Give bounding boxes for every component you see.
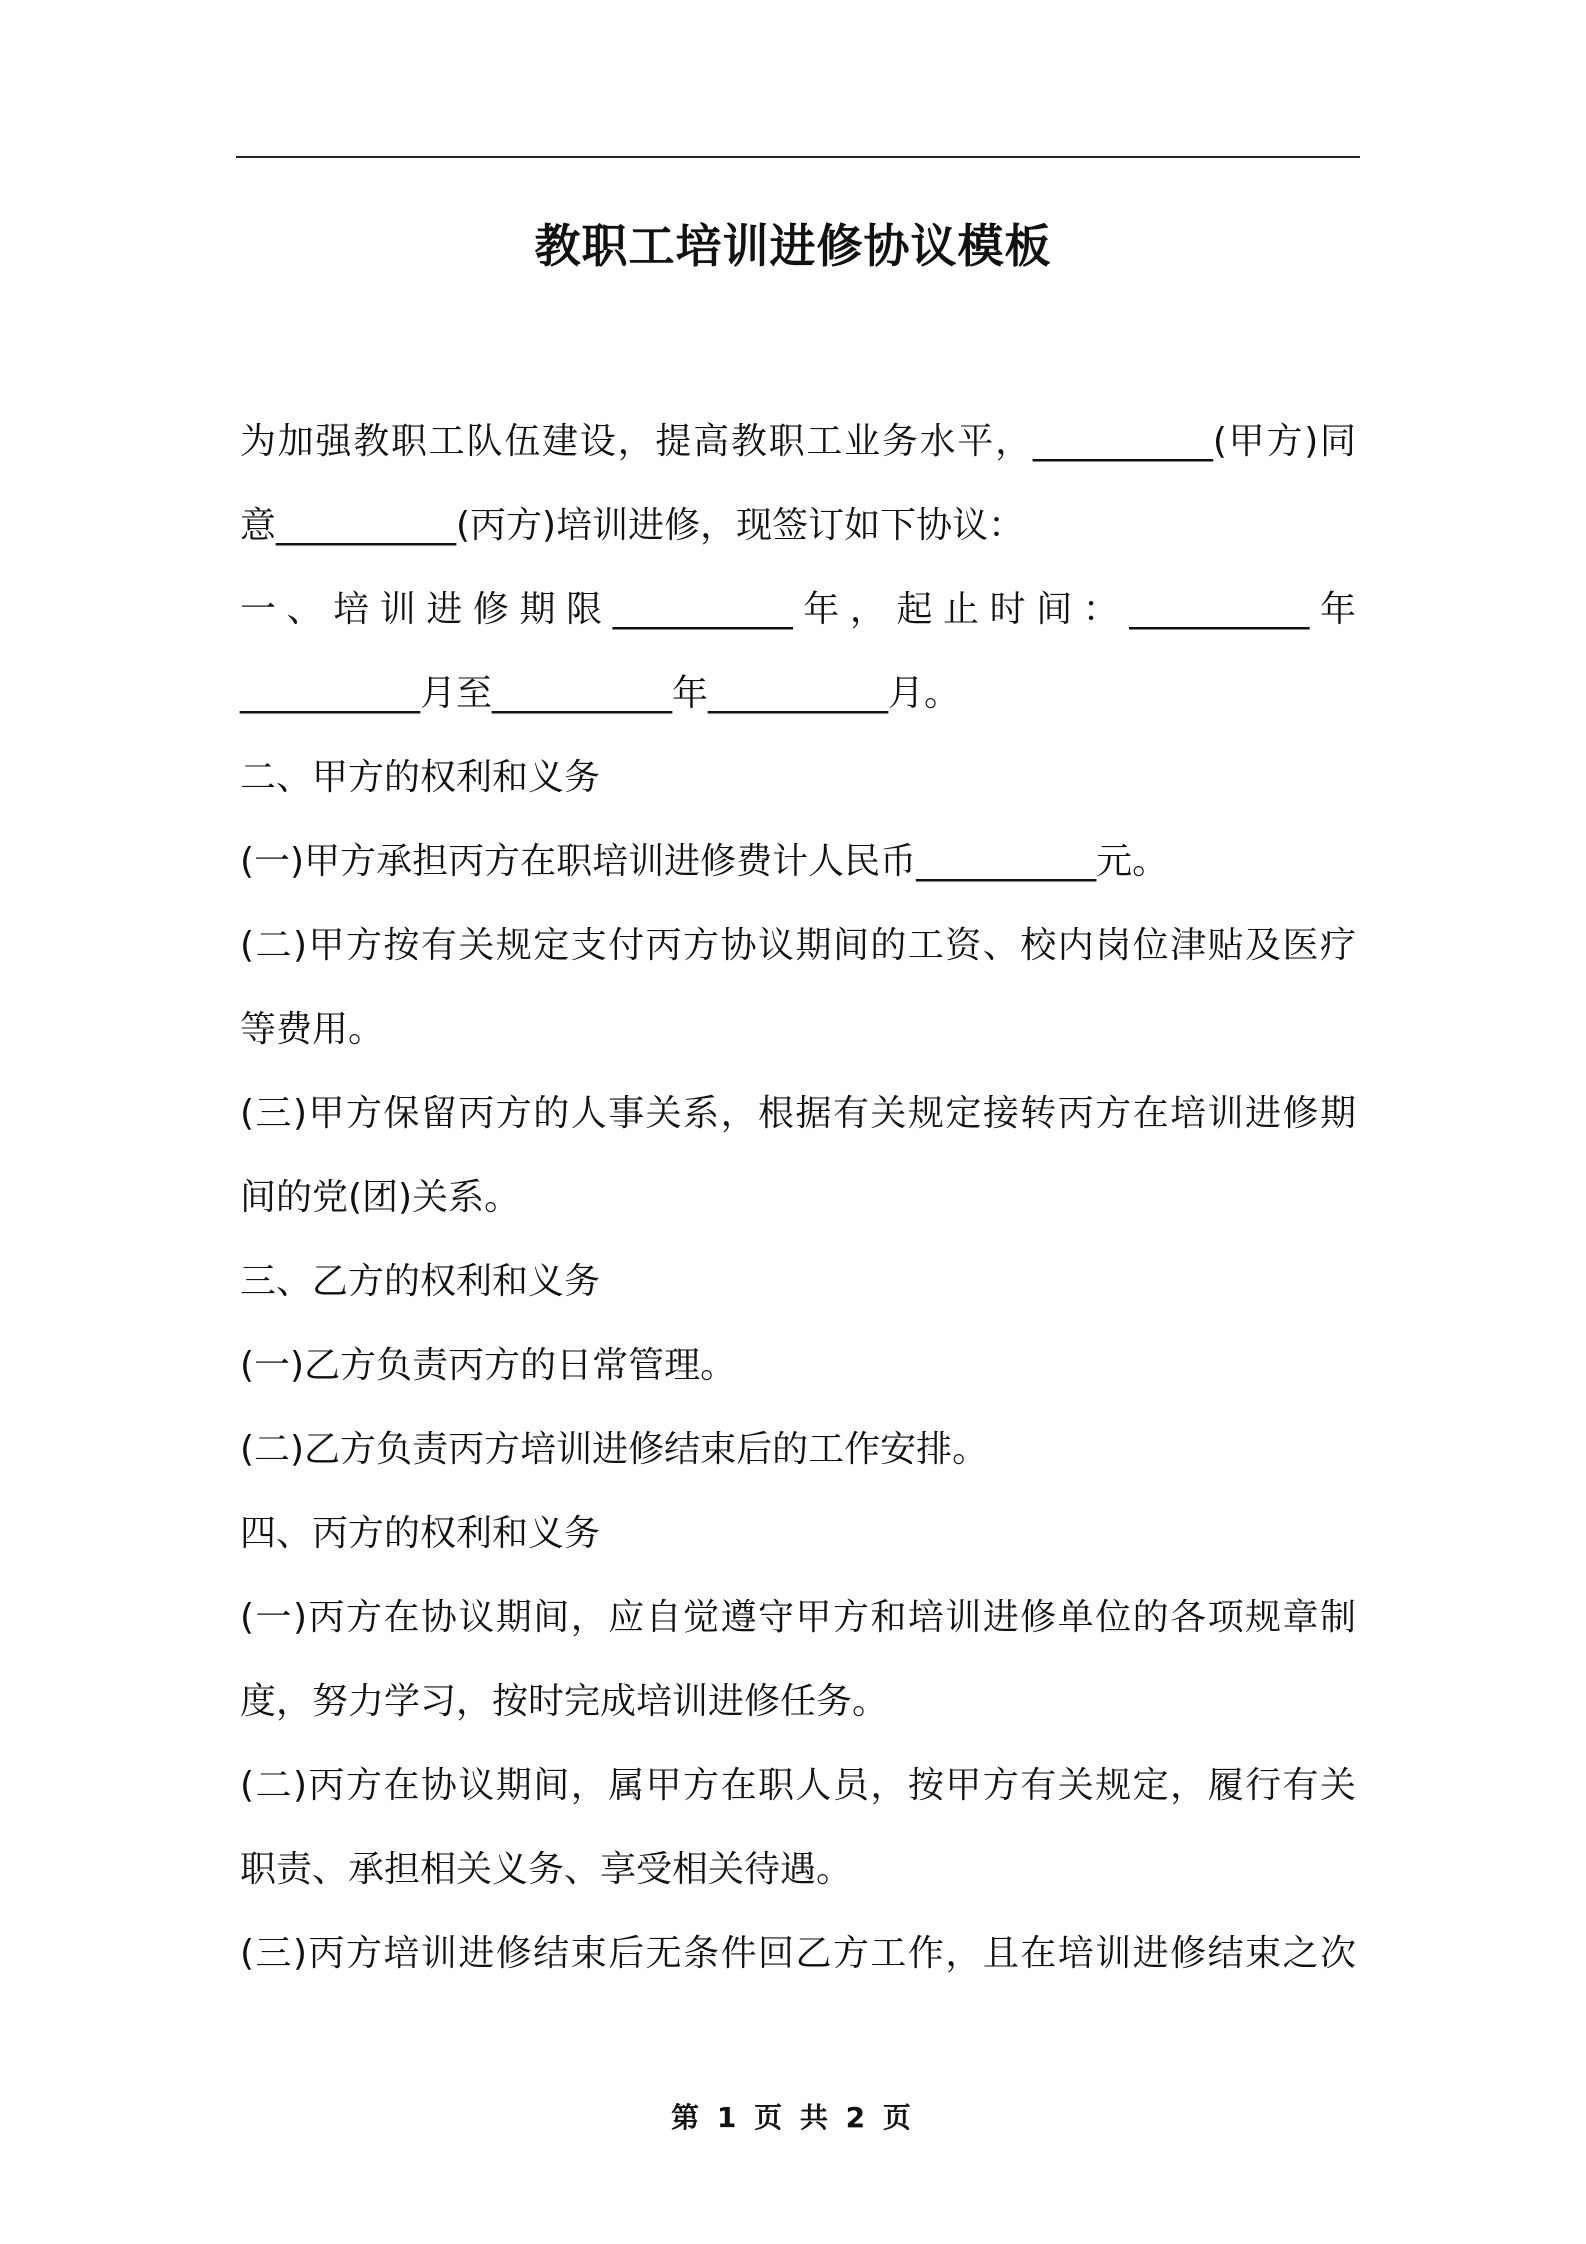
party-c-item-1-line-1: (一)丙方在协议期间，应自觉遵守甲方和培训进修单位的各项规章制 — [240, 1597, 1356, 1638]
party-b-item-1: (一)乙方负责丙方的日常管理。 — [240, 1345, 737, 1386]
clause-1-term-line-1: 一、培训进修期限__________年，起止时间：__________年 — [240, 589, 1356, 630]
document-body — [240, 400, 1356, 1996]
party-c-item-3-line-1: (三)丙方培训进修结束后无条件回乙方工作，且在培训进修结束之次 — [240, 1933, 1356, 1974]
document-title: 教职工培训进修协议模板 — [534, 219, 1052, 273]
party-a-item-3-line-2: 间的党(团)关系。 — [240, 1177, 521, 1218]
party-a-item-1: (一)甲方承担丙方在职培训进修费计人民币__________元。 — [240, 841, 1169, 882]
section-heading-party-a: 二、甲方的权利和义务 — [240, 757, 601, 798]
page-number-footer: 第 1 页 共 2 页 — [671, 2101, 915, 2134]
body-line-intro-1: 为加强教职工队伍建设，提高教职工业务水平，__________(甲方)同 — [240, 421, 1356, 462]
header-rule — [236, 156, 1360, 158]
party-a-item-2-line-2: 等费用。 — [240, 1009, 385, 1050]
section-heading-party-c: 四、丙方的权利和义务 — [240, 1513, 601, 1554]
party-c-item-2-line-1: (二)丙方在协议期间，属甲方在职人员，按甲方有关规定，履行有关 — [240, 1765, 1356, 1806]
clause-1-term-line-2: __________月至__________年__________月。 — [240, 673, 960, 714]
body-line-intro-2: 意__________(丙方)培训进修，现签订如下协议： — [240, 505, 1025, 546]
party-a-item-2-line-1: (二)甲方按有关规定支付丙方协议期间的工资、校内岗位津贴及医疗 — [240, 925, 1356, 966]
section-heading-party-b: 三、乙方的权利和义务 — [240, 1261, 601, 1302]
party-a-item-3-line-1: (三)甲方保留丙方的人事关系，根据有关规定接转丙方在培训进修期 — [240, 1093, 1356, 1134]
party-c-item-2-line-2: 职责、承担相关义务、享受相关待遇。 — [240, 1849, 853, 1890]
party-b-item-2: (二)乙方负责丙方培训进修结束后的工作安排。 — [240, 1429, 989, 1470]
party-c-item-1-line-2: 度，努力学习，按时完成培训进修任务。 — [240, 1681, 889, 1722]
